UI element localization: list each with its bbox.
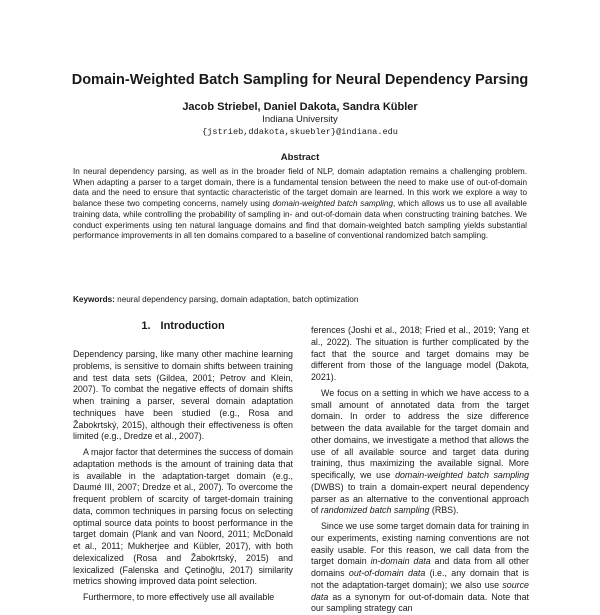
paragraph: Furthermore, to more effectively use all available [83,592,275,602]
emphasis: in-domain data [370,556,431,567]
text-run: as a synonym for out-of-domain data. Note that our sampling strategy can [311,591,529,614]
text-run: Since we use some target domain data for training in our experiments, existing naming conventions are not easily usable. For this reason, we call data from the target domain [311,521,529,567]
paper-email: {jstrieb,ddakota,skuebler}@indiana.edu [202,127,398,137]
paper-affiliation: Indiana University [262,114,338,125]
keywords [73,295,527,306]
section-heading [73,319,293,333]
left-column [73,349,293,600]
emphasis: randomized batch sampling [320,505,430,516]
paper-authors: Jacob Striebel, Daniel Dakota, Sandra Kübler [182,101,418,113]
emphasis: domain-weighted batch sampling [395,470,529,480]
abstract-text-part: , which allows us to use all available training data, while controlling the probability of sampling in- and out-of-domain data when constructing training batches. We conduct experiments using ten natural language domains and find that domain-weighted batch sampling yields substantial performance improvements in all ten domains compared to a baseline of conventional randomized batch sampling. [73,199,527,241]
text-run: and data from all other domains [311,556,529,578]
paper-title: Domain-Weighted Batch Sampling for Neural Dependency Parsing [71,72,529,88]
emphasis: source data [311,579,529,602]
paragraph: A major factor that determines the success of domain adaptation methods is the amount of training data that is available in the adaptation-target domain (e.g., Daumé III, 2007; Dredze et al., 2007). To overcome the frequent problem of scarcity of target-domain training data, common techniques in parsing focus on selecting optimal source data points to boost performance in the target domain (Plank and van Noord, 2011; McDonald et al., 2011; Mukherjee and Kübler, 2017), with both delexicalized (Rosa and Žabokrtský, 2015) and lexicalized (Falenska and Çetinoğlu, 2017) similarity metrics showing improved data point selection. [73,447,293,587]
paragraph: Dependency parsing, like many other machine learning problems, is sensitive to domain shifts between training and test data sets (Gildea, 2001; Petrov and Klein, 2007). To combat the negative effects of domain shifts when training a parser, several domain adaptation techniques have been studied (e.g., Rosa and Žabokrtský, 2015), although their effectiveness is often limited (e.g., Dredze et al., 2007). [73,349,293,442]
keywords-label: Keywords: [73,295,115,304]
paragraph [311,521,529,615]
emphasis: out-of-domain data [348,568,426,578]
abstract-heading: Abstract [280,152,320,163]
paragraph [311,388,529,517]
right-column [311,325,529,614]
section-title: Introduction [160,320,225,332]
text-run: We focus on a setting in which we have access to a small amount of annotated data from the target domain. In order to address the size difference between the data available for the target domain and other domains, we investigate a method that allows the use of all available source and target data during training, thus maximizing the available signal. More specifically, we use [311,387,529,480]
text-run: (DWBS) to train a domain-expert neural dependency parser as an alternative to the conventional approach of [311,481,529,516]
abstract-emphasis: domain-weighted batch sampling [272,199,394,209]
abstract-text [73,167,527,242]
text-run: (i.e., any domain that is not the adaptation-target domain); we also use [311,568,529,590]
text-run: (RBS). [429,505,459,516]
paragraph: ferences (Joshi et al., 2018; Fried et al., 2019; Yang et al., 2022). The situation is further complicated by the fact that the source and target domains may be different from those of the language model (Dakota, 2021). [311,325,529,382]
keywords-text: neural dependency parsing, domain adaptation, batch optimization [114,295,359,304]
section-number: 1. [141,320,151,332]
abstract-text-part: In neural dependency parsing, as well as in the broader field of NLP, domain adaptation remains a challenging problem. When adapting a parser to a target domain, there is a fundamental tension between the need to make use of out-of-domain data and the need to ensure that syntactic characteristic of the target domain are learned. In this work we explore a way to balance these two competing concerns, namely using [73,167,527,209]
